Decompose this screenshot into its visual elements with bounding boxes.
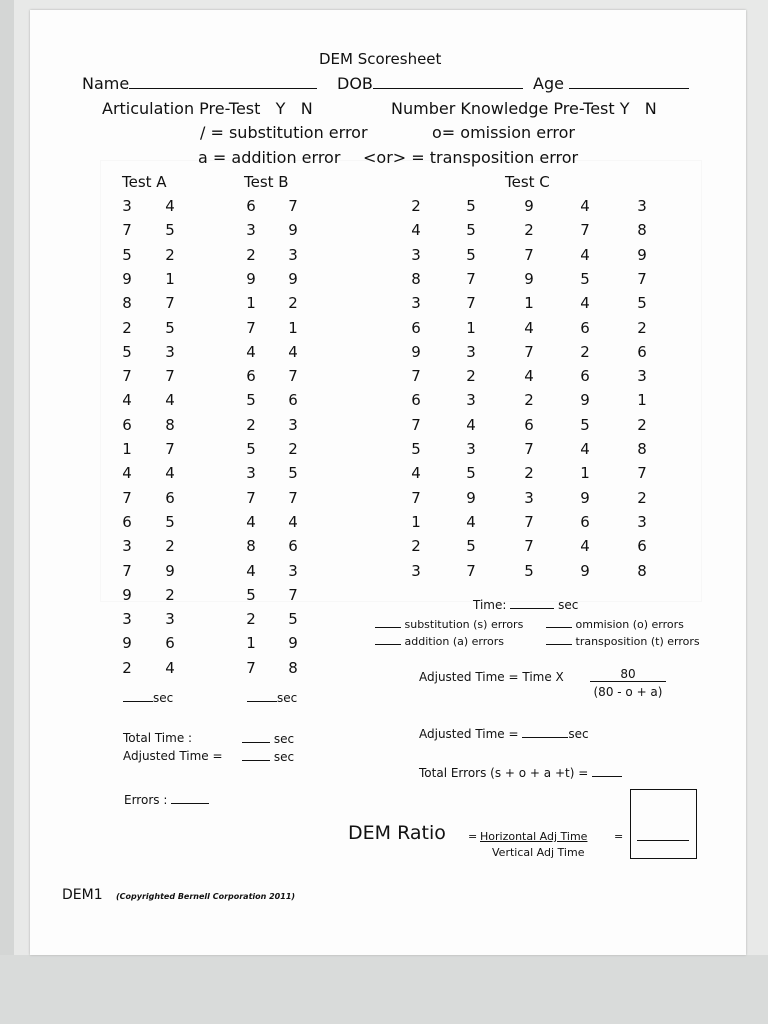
test-a-digit: 2 — [165, 585, 175, 604]
scan-bottom-edge — [0, 955, 768, 1024]
age-blank[interactable] — [569, 74, 689, 89]
test-c-digit: 3 — [637, 367, 647, 386]
form-code: DEM1 — [62, 887, 103, 903]
test-a-digit: 9 — [165, 561, 175, 580]
test-c-digit: 2 — [524, 464, 534, 483]
test-c-digit: 7 — [524, 440, 534, 458]
test-c-digit: 3 — [411, 561, 421, 580]
test-c-digit: 4 — [466, 415, 476, 434]
test-a-digit: 9 — [122, 634, 132, 653]
addition-errors-field[interactable] — [375, 634, 504, 648]
test-b-digit: 3 — [288, 561, 298, 580]
time-sec: sec — [558, 598, 579, 612]
test-b-digit: 6 — [246, 197, 256, 215]
test-c-digit: 3 — [411, 245, 421, 264]
test-c-digit: 3 — [466, 342, 476, 361]
test-c-digit: 4 — [580, 197, 590, 215]
legend-omission: o= omission error — [432, 123, 575, 142]
test-a-digit: 6 — [165, 488, 175, 507]
ratio-denominator: Vertical Adj Time — [492, 846, 585, 859]
substitution-blank[interactable] — [375, 617, 401, 628]
test-b-digit: 7 — [288, 585, 298, 604]
addition-label: addition (a) errors — [404, 635, 505, 648]
test-a-digit: 5 — [165, 221, 175, 240]
test-a-digit: 7 — [122, 367, 132, 386]
name-label: Name — [82, 74, 130, 93]
test-b-digit: 4 — [246, 512, 256, 531]
test-c-digit: 2 — [411, 537, 421, 556]
test-b-sec: sec — [277, 691, 298, 705]
test-c-digit: 9 — [637, 245, 647, 264]
test-b-time-blank[interactable] — [247, 689, 277, 702]
test-c-digit: 5 — [580, 269, 590, 288]
test-c-digit: 5 — [466, 464, 476, 483]
errors-label: Errors : — [124, 793, 168, 807]
test-c-digit: 4 — [411, 464, 421, 483]
test-b-title: Test B — [244, 173, 289, 191]
test-c-digit: 7 — [637, 464, 647, 483]
test-c-digit: 9 — [466, 488, 476, 507]
test-b-digit: 7 — [288, 488, 298, 507]
vertical-adjusted-time-label: Adjusted Time = — [123, 749, 223, 763]
test-a-title: Test A — [122, 173, 167, 191]
scoresheet-page — [30, 10, 746, 955]
substitution-errors-field[interactable] — [375, 617, 523, 631]
test-a-digit: 2 — [122, 658, 132, 677]
test-a-digit: 2 — [122, 318, 132, 337]
errors-blank[interactable] — [171, 792, 209, 804]
test-c-digit: 1 — [637, 391, 647, 410]
test-c-digit: 4 — [466, 512, 476, 531]
test-c-digit: 2 — [466, 367, 476, 386]
test-c-digit: 9 — [524, 269, 534, 288]
horizontal-adjusted-time-blank[interactable] — [522, 726, 568, 738]
dem-ratio-box[interactable] — [630, 789, 697, 859]
test-c-digit: 1 — [466, 318, 476, 337]
copyright: (Copyrighted Bernell Corporation 2011) — [116, 892, 296, 901]
test-c-digit: 4 — [580, 440, 590, 458]
test-b-time[interactable] — [247, 688, 297, 706]
test-a-digit: 8 — [165, 415, 175, 434]
scan-edge — [0, 0, 14, 1024]
test-b-digit: 1 — [288, 318, 298, 337]
test-c-digit: 7 — [524, 512, 534, 531]
test-c-digit: 9 — [580, 561, 590, 580]
test-a-digit: 1 — [165, 269, 175, 288]
test-a-digit: 5 — [165, 318, 175, 337]
test-a-digit: 5 — [122, 245, 132, 264]
test-b-digit: 1 — [246, 294, 256, 313]
transposition-errors-field[interactable] — [546, 634, 700, 648]
test-c-digit: 6 — [411, 318, 421, 337]
legend-transposition: <or> = transposition error — [363, 148, 579, 167]
test-c-digit: 3 — [466, 440, 476, 458]
horizontal-time-field[interactable] — [473, 597, 578, 612]
test-c-digit: 9 — [524, 197, 534, 215]
test-c-digit: 5 — [466, 197, 476, 215]
horizontal-adjusted-time-field[interactable] — [419, 726, 589, 741]
substitution-label: substitution (s) errors — [404, 618, 524, 631]
test-b-digit: 3 — [288, 415, 298, 434]
total-errors-blank[interactable] — [592, 765, 622, 777]
test-a-digit: 7 — [165, 294, 175, 313]
test-a-digit: 4 — [165, 658, 175, 677]
time-blank[interactable] — [510, 597, 554, 609]
test-a-digit: 5 — [122, 342, 132, 361]
test-a-digit: 6 — [122, 415, 132, 434]
test-a-digit: 9 — [122, 269, 132, 288]
test-a-digit: 3 — [122, 537, 132, 556]
test-b-digit: 2 — [246, 610, 256, 629]
vertical-adjusted-time-field[interactable] — [242, 749, 294, 764]
test-c-digit: 4 — [524, 318, 534, 337]
test-c-digit: 2 — [580, 342, 590, 361]
test-b-digit: 9 — [288, 221, 298, 240]
dem-ratio-blank[interactable] — [637, 840, 689, 841]
test-c-digit: 7 — [466, 269, 476, 288]
test-c-digit: 3 — [637, 512, 647, 531]
test-a-digit: 3 — [165, 342, 175, 361]
horizontal-adjusted-time-sec: sec — [568, 727, 589, 741]
articulation-pretest: Articulation Pre-Test Y N — [102, 99, 313, 118]
test-c-digit: 3 — [637, 197, 647, 215]
test-b-digit: 4 — [288, 512, 298, 531]
legend-substitution: / = substitution error — [200, 123, 368, 142]
test-c-digit: 2 — [637, 318, 647, 337]
ratio-numerator: Horizontal Adj Time — [480, 830, 588, 843]
age-field[interactable] — [533, 74, 689, 93]
test-c-digit: 9 — [411, 342, 421, 361]
dem-ratio-label: DEM Ratio — [348, 822, 446, 844]
name-field[interactable] — [82, 74, 317, 93]
omission-blank[interactable] — [546, 617, 572, 628]
test-c-digit: 5 — [637, 294, 647, 313]
test-c-digit: 6 — [580, 318, 590, 337]
name-blank[interactable] — [129, 74, 317, 89]
test-b-digit: 5 — [246, 391, 256, 410]
test-a-digit: 3 — [122, 197, 132, 215]
test-b-digit: 2 — [288, 294, 298, 313]
test-b-digit: 6 — [288, 391, 298, 410]
test-c-digit: 2 — [637, 488, 647, 507]
test-c-digit: 4 — [580, 245, 590, 264]
test-c-digit: 1 — [524, 294, 534, 313]
test-a-digit: 7 — [122, 488, 132, 507]
test-c-digit: 9 — [580, 391, 590, 410]
test-c-digit: 6 — [637, 342, 647, 361]
test-b-digit: 8 — [246, 537, 256, 556]
test-a-digit: 6 — [165, 634, 175, 653]
test-c-digit: 1 — [411, 512, 421, 531]
test-c-digit: 7 — [637, 269, 647, 288]
test-b-digit: 2 — [246, 415, 256, 434]
total-errors-label: Total Errors (s + o + a +t) = — [419, 766, 589, 780]
vertical-errors-field[interactable] — [124, 792, 209, 807]
total-errors-field[interactable] — [419, 765, 622, 780]
test-a-digit: 7 — [165, 367, 175, 386]
test-b-digit: 2 — [288, 440, 298, 458]
test-c-digit: 9 — [580, 488, 590, 507]
test-c-digit: 2 — [524, 221, 534, 240]
test-c-digit: 5 — [466, 221, 476, 240]
test-a-digit: 4 — [165, 391, 175, 410]
transposition-blank[interactable] — [546, 634, 572, 645]
test-b-digit: 3 — [246, 464, 256, 483]
test-c-digit: 7 — [580, 221, 590, 240]
test-c-digit: 8 — [411, 269, 421, 288]
test-c-digit: 4 — [580, 537, 590, 556]
test-b-digit: 4 — [288, 342, 298, 361]
test-b-digit: 4 — [246, 342, 256, 361]
test-b-digit: 4 — [246, 561, 256, 580]
dob-blank[interactable] — [373, 74, 523, 89]
test-c-digit: 4 — [580, 294, 590, 313]
legend-addition: a = addition error — [198, 148, 341, 167]
test-c-digit: 7 — [524, 342, 534, 361]
test-b-digit: 9 — [246, 269, 256, 288]
test-a-digit: 6 — [122, 512, 132, 531]
adjusted-time-formula-label: Adjusted Time = Time X — [419, 670, 564, 684]
number-knowledge-pretest: Number Knowledge Pre-Test Y N — [391, 99, 657, 118]
test-c-digit: 5 — [580, 415, 590, 434]
test-a-digit: 7 — [165, 440, 175, 458]
test-c-digit: 7 — [411, 488, 421, 507]
test-b-digit: 7 — [246, 318, 256, 337]
addition-blank[interactable] — [375, 634, 401, 645]
omission-label: ommision (o) errors — [575, 618, 684, 631]
test-c-digit: 8 — [637, 440, 647, 458]
test-b-digit: 9 — [288, 269, 298, 288]
test-b-digit: 8 — [288, 658, 298, 677]
dob-field[interactable] — [337, 74, 523, 93]
ratio-equals: = — [468, 830, 478, 843]
test-b-digit: 7 — [246, 488, 256, 507]
test-c-digit: 6 — [580, 512, 590, 531]
test-b-digit: 5 — [246, 585, 256, 604]
test-b-digit: 7 — [246, 658, 256, 677]
test-c-digit: 6 — [637, 537, 647, 556]
formula-denominator: (80 - o + a) — [593, 685, 663, 699]
test-c-digit: 7 — [466, 294, 476, 313]
test-c-digit: 7 — [411, 415, 421, 434]
test-c-digit: 3 — [466, 391, 476, 410]
test-a-time[interactable] — [123, 688, 173, 706]
total-time-blank[interactable] — [242, 731, 270, 743]
test-c-digit: 2 — [411, 197, 421, 215]
test-a-digit: 7 — [122, 221, 132, 240]
test-a-digit: 4 — [165, 464, 175, 483]
formula-numerator: 80 — [590, 667, 666, 682]
test-b-digit: 7 — [288, 367, 298, 386]
test-c-digit: 7 — [524, 245, 534, 264]
test-c-digit: 6 — [580, 367, 590, 386]
dob-label: DOB — [337, 74, 373, 93]
test-c-digit: 2 — [637, 415, 647, 434]
test-a-digit: 4 — [122, 464, 132, 483]
ratio-equals-2: = — [614, 830, 624, 843]
test-c-digit: 7 — [411, 367, 421, 386]
bleed-through — [100, 160, 702, 602]
test-b-digit: 7 — [288, 197, 298, 215]
test-a-digit: 1 — [122, 440, 132, 458]
test-a-digit: 4 — [122, 391, 132, 410]
test-b-digit: 9 — [288, 634, 298, 653]
test-a-digit: 8 — [122, 294, 132, 313]
test-c-digit: 6 — [524, 415, 534, 434]
test-c-digit: 6 — [411, 391, 421, 410]
test-a-digit: 3 — [165, 610, 175, 629]
test-a-digit: 5 — [165, 512, 175, 531]
test-a-sec: sec — [153, 691, 174, 705]
horizontal-adjusted-time-label: Adjusted Time = — [419, 727, 519, 741]
test-a-digit: 4 — [165, 197, 175, 215]
vertical-adjusted-time-sec: sec — [273, 750, 295, 764]
omission-errors-field[interactable] — [546, 617, 684, 631]
test-c-digit: 4 — [411, 221, 421, 240]
page-title: DEM Scoresheet — [319, 50, 442, 68]
test-c-digit: 7 — [466, 561, 476, 580]
test-a-digit: 9 — [122, 585, 132, 604]
test-c-digit: 8 — [637, 221, 647, 240]
transposition-label: transposition (t) errors — [575, 635, 700, 648]
test-b-digit: 6 — [288, 537, 298, 556]
age-label: Age — [533, 74, 564, 93]
test-b-digit: 1 — [246, 634, 256, 653]
total-time-sec: sec — [273, 732, 295, 746]
test-a-digit: 3 — [122, 610, 132, 629]
test-c-digit: 8 — [637, 561, 647, 580]
total-time-label: Total Time : — [123, 731, 193, 745]
test-c-digit: 5 — [411, 440, 421, 458]
test-b-digit: 2 — [246, 245, 256, 264]
test-a-digit: 2 — [165, 537, 175, 556]
test-c-digit: 4 — [524, 367, 534, 386]
test-b-digit: 6 — [246, 367, 256, 386]
test-a-time-blank[interactable] — [123, 689, 153, 702]
test-b-digit: 5 — [288, 610, 298, 629]
test-b-digit: 3 — [246, 221, 256, 240]
test-c-digit: 5 — [524, 561, 534, 580]
test-c-digit: 3 — [411, 294, 421, 313]
test-c-digit: 5 — [466, 245, 476, 264]
total-time-field[interactable] — [242, 731, 294, 746]
test-b-digit: 3 — [288, 245, 298, 264]
test-a-digit: 2 — [165, 245, 175, 264]
test-a-digit: 7 — [122, 561, 132, 580]
test-c-digit: 1 — [580, 464, 590, 483]
test-c-digit: 2 — [524, 391, 534, 410]
time-label: Time: — [473, 598, 507, 612]
test-b-digit: 5 — [288, 464, 298, 483]
vertical-adjusted-time-blank[interactable] — [242, 749, 270, 761]
test-c-digit: 7 — [524, 537, 534, 556]
test-b-digit: 5 — [246, 440, 256, 458]
test-c-digit: 3 — [524, 488, 534, 507]
test-c-digit: 5 — [466, 537, 476, 556]
test-c-title: Test C — [505, 173, 550, 191]
